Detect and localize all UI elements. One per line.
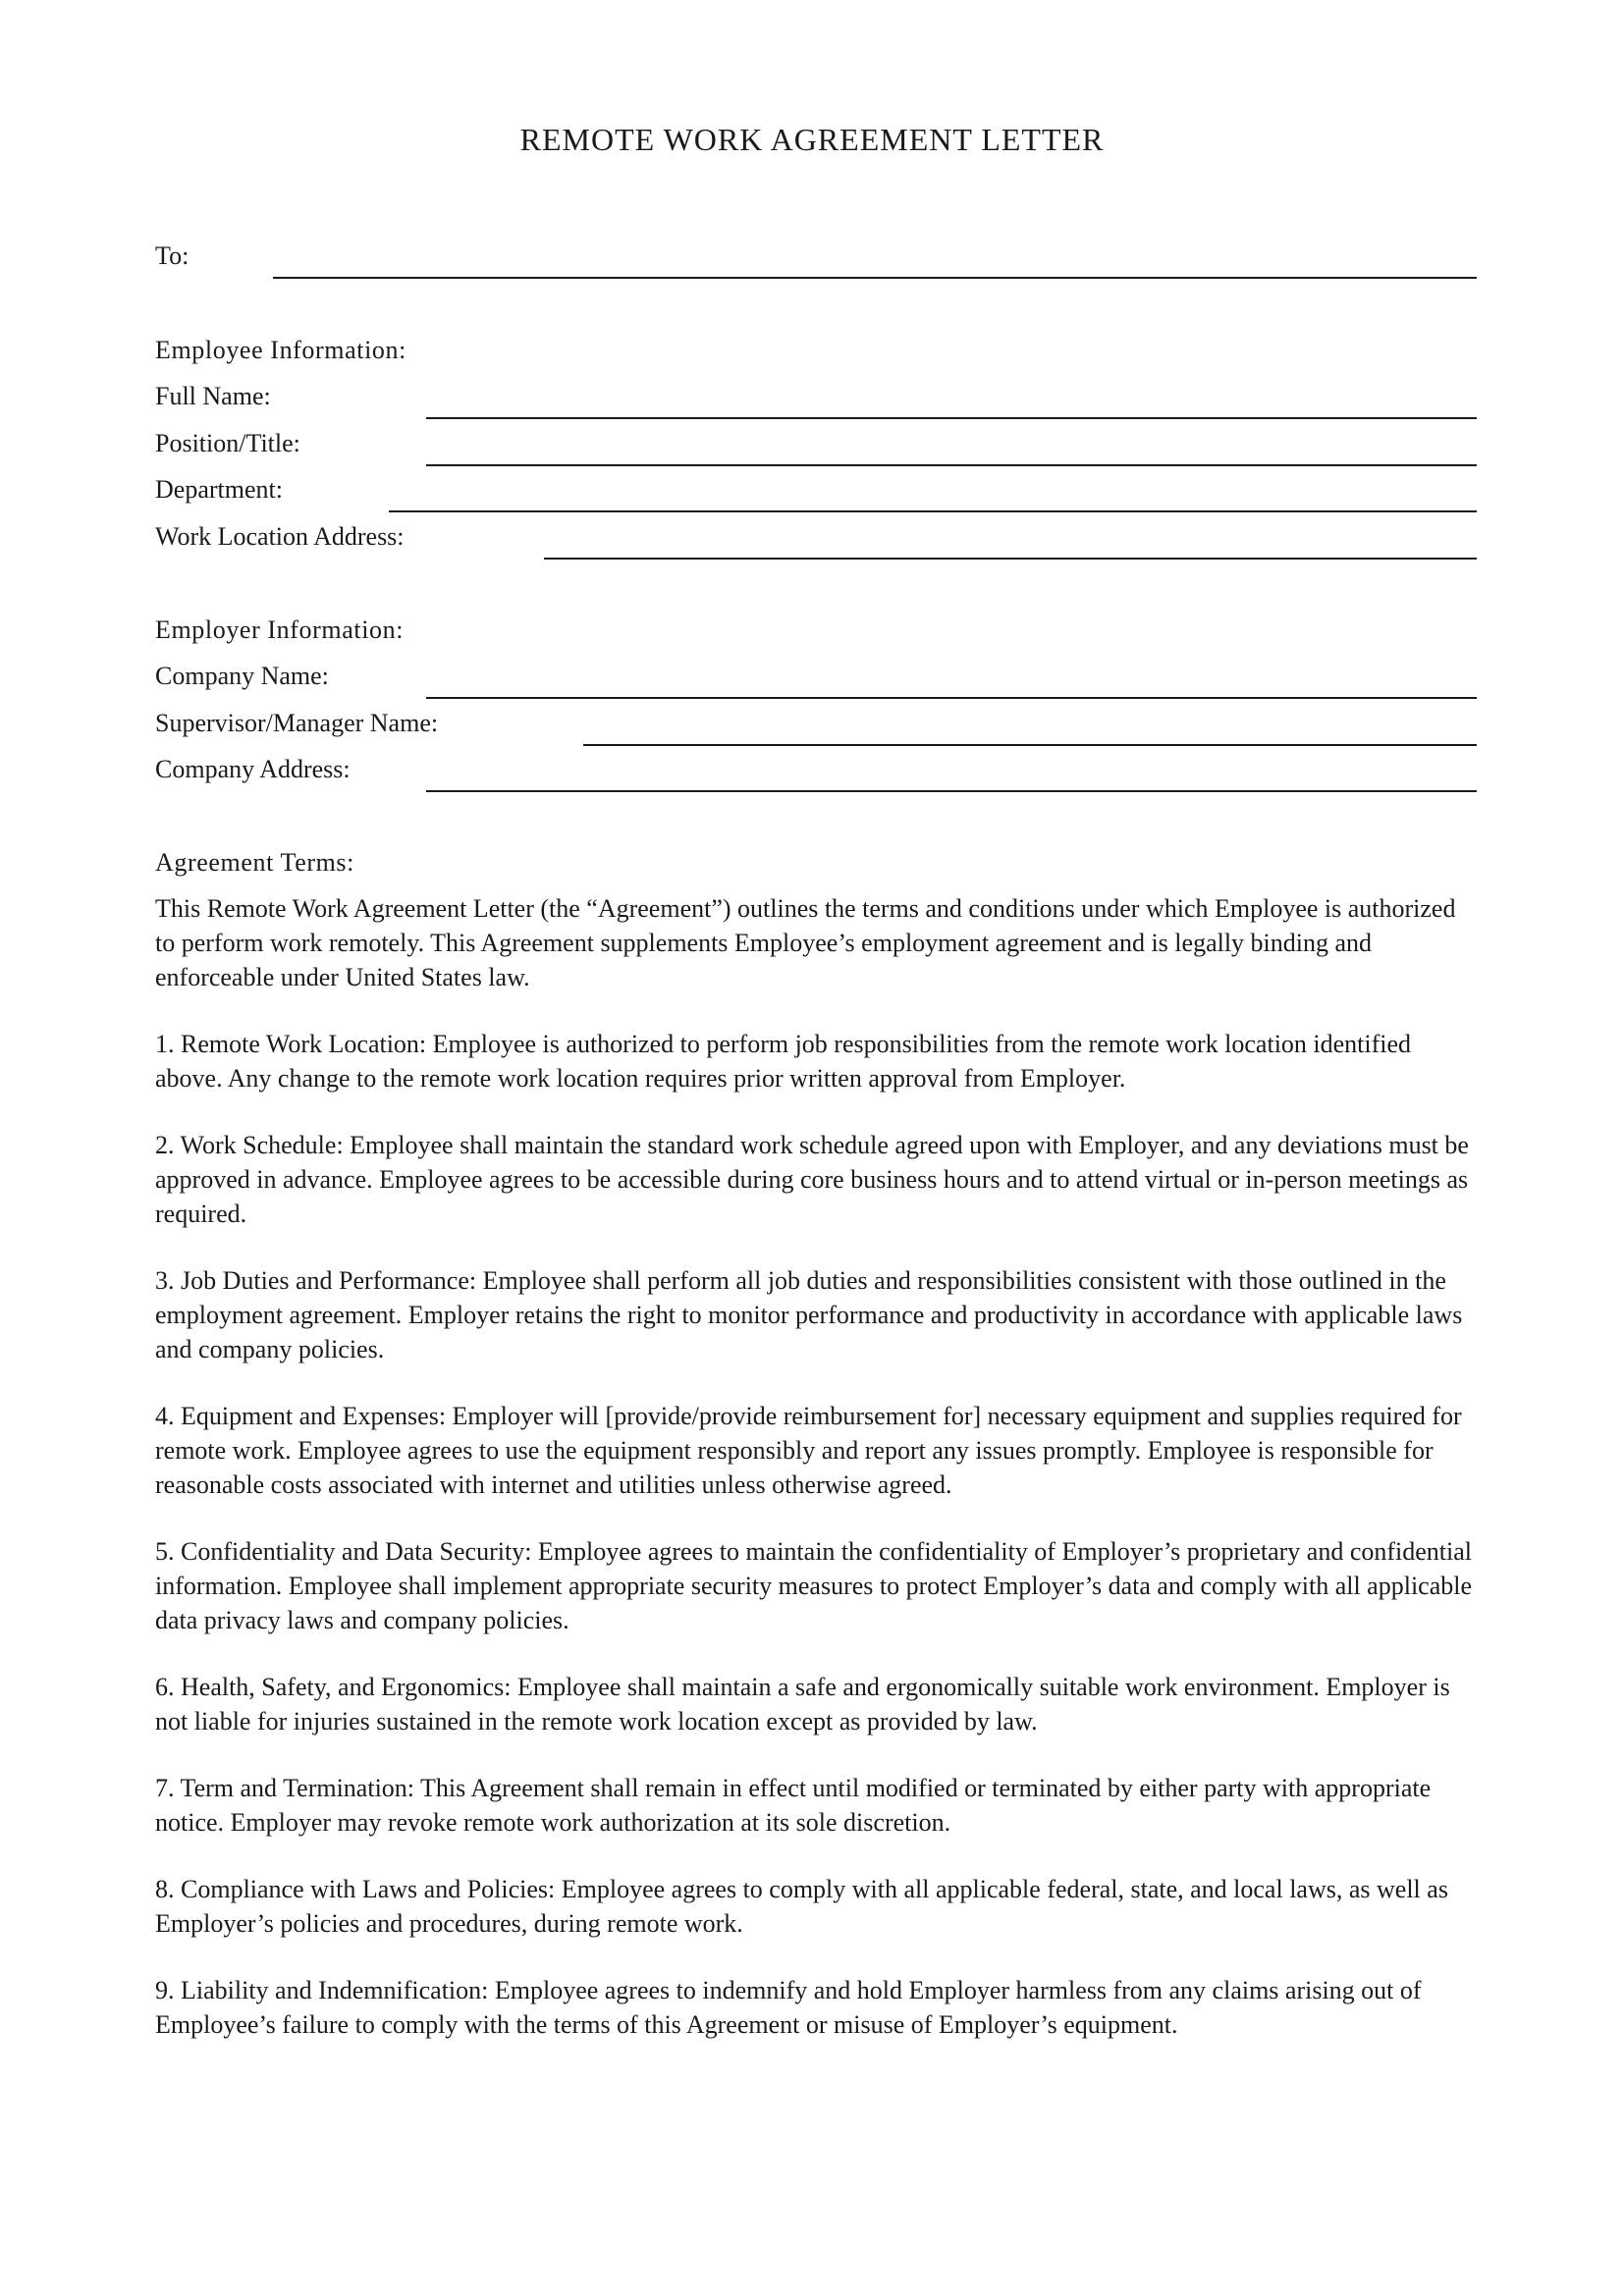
position-input-line[interactable] xyxy=(426,464,1477,466)
agreement-terms-body xyxy=(155,891,1481,2074)
full-name-label: Full Name: xyxy=(155,382,271,410)
company-name-field xyxy=(155,660,1477,699)
document-title: REMOTE WORK AGREEMENT LETTER xyxy=(519,122,1105,157)
work-location-field xyxy=(155,520,1477,560)
company-address-label: Company Address: xyxy=(155,755,351,783)
supervisor-field xyxy=(155,707,1477,746)
full-name-input-line[interactable] xyxy=(426,417,1477,419)
company-address-field xyxy=(155,753,1477,792)
department-input-line[interactable] xyxy=(389,510,1477,512)
term-clause: 7. Term and Termination: This Agreement shall remain in effect until modified or terminated by either party with appropriate notice. Employer may revoke remote work authorization at its sole discretion. xyxy=(155,1774,1432,1837)
work-location-input-line[interactable] xyxy=(544,558,1477,560)
employee-info-heading: Employee Information: xyxy=(155,336,406,364)
terms-intro: This Remote Work Agreement Letter (the “Agreement”) outlines the terms and conditions under which Employee is authorized to perform work remotely. This Agreement supplements Employee’s employment agreement and is legally binding and enforceable under United States law. xyxy=(155,894,1456,991)
department-field xyxy=(155,473,1477,512)
agreement-terms-heading: Agreement Terms: xyxy=(155,848,354,877)
term-clause: 6. Health, Safety, and Ergonomics: Employee shall maintain a safe and ergonomically suitable work environment. Employer is not liable for injuries sustained in the remote work location except as provided by law. xyxy=(155,1673,1450,1735)
employer-info-heading: Employer Information: xyxy=(155,615,405,644)
department-label: Department: xyxy=(155,475,283,504)
term-clause: 3. Job Duties and Performance: Employee shall perform all job duties and responsibilities consistent with those outlined in the employment agreement. Employer retains the right to monitor performance and productivity in accordance with applicable laws and company policies. xyxy=(155,1266,1463,1363)
term-clause: 5. Confidentiality and Data Security: Employee agrees to maintain the confidentiality of Employer’s proprietary and confidential information. Employee shall implement appropriate security measures to protect Employer’s data and comply with all applicable data privacy laws and company policies. xyxy=(155,1537,1473,1634)
term-clause: 9. Liability and Indemnification: Employee agrees to indemnify and hold Employer harmless from any claims arising out of Employee’s failure to comply with the terms of this Agreement or misuse of Employer’s equipment. xyxy=(155,1976,1422,2039)
to-field xyxy=(155,240,1477,279)
position-label: Position/Title: xyxy=(155,429,300,457)
position-field xyxy=(155,427,1477,466)
supervisor-input-line[interactable] xyxy=(583,744,1477,746)
to-input-line[interactable] xyxy=(273,277,1477,279)
term-clause: 1. Remote Work Location: Employee is authorized to perform job responsibilities from the remote work location identified above. Any change to the remote work location requires prior written approval from Employer. xyxy=(155,1030,1412,1093)
full-name-field xyxy=(155,380,1477,419)
supervisor-label: Supervisor/Manager Name: xyxy=(155,709,439,737)
company-name-label: Company Name: xyxy=(155,662,329,690)
company-name-input-line[interactable] xyxy=(426,697,1477,699)
term-clause: 4. Equipment and Expenses: Employer will [provide/provide reimbursement for] necessary equipment and supplies required for remote work. Employee agrees to use the equipment responsibly and report any issues promptly. Employee is responsible for reasonable costs associated with internet and utilities unless otherwise agreed. xyxy=(155,1402,1462,1499)
term-clause: 8. Compliance with Laws and Policies: Employee agrees to comply with all applicable federal, state, and local laws, as well as Employer’s policies and procedures, during remote work. xyxy=(155,1875,1448,1938)
to-label: To: xyxy=(155,241,189,270)
work-location-label: Work Location Address: xyxy=(155,522,405,551)
term-clause: 2. Work Schedule: Employee shall maintain the standard work schedule agreed upon with Employer, and any deviations must be approved in advance. Employee agrees to be accessible during core business hours and to attend virtual or in-person meetings as required. xyxy=(155,1131,1469,1228)
company-address-input-line[interactable] xyxy=(426,790,1477,792)
